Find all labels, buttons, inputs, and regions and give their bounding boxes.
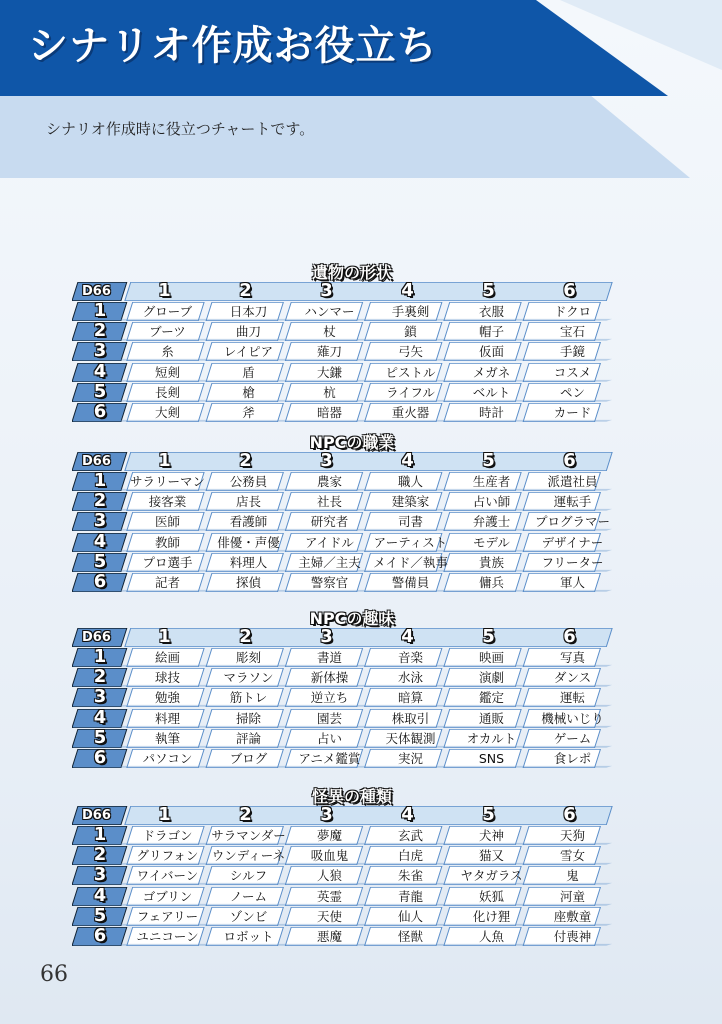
- table-cell: 社長: [316, 494, 342, 510]
- row-number: 1: [93, 824, 107, 845]
- table-cell: 絵画: [154, 650, 180, 665]
- table-row: [72, 492, 632, 511]
- table-cell: 警備員: [391, 575, 430, 590]
- row-number: 1: [93, 300, 107, 321]
- table-row: [72, 648, 632, 667]
- table-row: [72, 866, 632, 885]
- table-cell: 料理: [154, 710, 180, 726]
- table-cell: 衣服: [478, 304, 504, 319]
- table-row: [72, 550, 632, 572]
- table-cell: 人狼: [316, 868, 342, 884]
- table-cell: 人魚: [478, 929, 504, 944]
- row-number: 3: [93, 340, 107, 362]
- column-number: 1: [158, 450, 171, 471]
- table-cell: 英霊: [316, 888, 342, 904]
- table-cell: 警察官: [310, 575, 349, 590]
- table-cell: 株取引: [391, 710, 430, 726]
- table-cell: 長剣: [154, 384, 180, 400]
- table-cell: グローブ: [142, 304, 193, 319]
- table-cell: マラソン: [223, 670, 274, 686]
- table-cell: 貴族: [478, 554, 504, 570]
- table-cell: 鎖: [404, 324, 417, 340]
- column-number: 2: [239, 280, 252, 301]
- table-cell: カード: [553, 405, 592, 420]
- table-cell: 鑑定: [478, 690, 504, 706]
- table-cell: ゲーム: [553, 730, 592, 746]
- table-cell: 仙人: [397, 908, 423, 924]
- row-number: 3: [93, 510, 107, 532]
- table-row: [72, 472, 632, 491]
- table-cell: 天体観測: [385, 730, 436, 746]
- column-number: 3: [320, 450, 333, 471]
- table-cell: 糸: [161, 344, 174, 360]
- table-cell: ドラゴン: [142, 828, 193, 843]
- table-cell: 農家: [316, 474, 342, 489]
- table-cell: 主婦／主夫: [298, 554, 361, 570]
- table-title: 怪異の種類: [311, 787, 392, 806]
- table-cell: 日本刀: [229, 304, 268, 319]
- table-cell: 運転: [559, 690, 585, 706]
- table-cell: ノーム: [229, 888, 268, 904]
- table-cell: 逆立ち: [310, 690, 349, 706]
- column-number: 5: [482, 450, 495, 471]
- table-row: [72, 512, 632, 531]
- table-row: [72, 302, 632, 321]
- table-cell: ダンス: [553, 670, 592, 686]
- table-cell: 曲刀: [235, 324, 261, 340]
- table-cell: 手鏡: [559, 344, 585, 360]
- row-number: 6: [93, 925, 107, 946]
- row-number: 5: [93, 380, 107, 402]
- table-cell: 天使: [316, 908, 342, 924]
- page-title: シナリオ作成お役立ち: [28, 23, 438, 69]
- table-cell: アニメ鑑賞: [298, 751, 361, 766]
- row-number: 3: [93, 864, 107, 886]
- table-cell: 帽子: [478, 324, 504, 340]
- table-cell: 妖狐: [478, 888, 504, 904]
- table-cell: 研究者: [310, 514, 349, 530]
- table-cell: 白虎: [397, 848, 423, 864]
- table-row: [72, 403, 632, 422]
- column-number: 6: [563, 804, 576, 825]
- row-number: 2: [93, 844, 107, 866]
- table-cell: 写真: [559, 650, 585, 665]
- table-cell: 建築家: [391, 494, 430, 510]
- table-cell: 朱雀: [397, 868, 423, 884]
- table-cell: SNS: [478, 751, 505, 766]
- table-title: NPCの職業: [309, 433, 395, 452]
- table-cell: 実況: [397, 751, 423, 766]
- row-number: 6: [93, 401, 107, 422]
- table-cell: ウンディーネ: [211, 848, 286, 864]
- column-number: 1: [158, 280, 171, 301]
- table-cell: 機械いじり: [541, 710, 604, 726]
- table-row: [72, 826, 632, 845]
- table-cell: 彫刻: [235, 650, 261, 665]
- table-cell: 通販: [478, 710, 504, 726]
- dice-corner-label: D66: [82, 808, 111, 823]
- table-cell: 料理人: [229, 554, 268, 570]
- table-cell: 青龍: [397, 888, 423, 904]
- table-cell: 吸血鬼: [310, 848, 349, 864]
- table-cell: 座敷童: [553, 908, 592, 924]
- table-cell: ゾンビ: [229, 908, 268, 924]
- table-cell: アーティスト: [373, 534, 448, 550]
- table-cell: 斧: [242, 405, 255, 420]
- column-number: 1: [158, 804, 171, 825]
- table-cell: 店長: [235, 494, 261, 510]
- table-cell: デザイナー: [541, 534, 604, 550]
- table-cell: 怪獣: [397, 929, 423, 944]
- table-cell: メイド／執事: [373, 554, 448, 570]
- table-cell: フェアリー: [136, 908, 199, 924]
- table-cell: ピストル: [385, 364, 436, 380]
- table-cell: 雪女: [559, 848, 585, 864]
- table-cell: ハンマー: [304, 304, 355, 319]
- table-cell: プロ選手: [142, 554, 193, 570]
- table-row: [72, 688, 632, 707]
- column-number: 6: [563, 626, 576, 647]
- table-cell: 暗器: [316, 405, 342, 420]
- table-cell: 演劇: [478, 670, 504, 686]
- table-cell: 傭兵: [478, 575, 504, 590]
- page-subtitle: シナリオ作成時に役立つチャートです。: [46, 120, 315, 138]
- table-header-row: [72, 806, 632, 825]
- table-cell: 天狗: [559, 828, 585, 843]
- table-cell: サラリーマン: [129, 474, 205, 489]
- column-number: 5: [482, 804, 495, 825]
- table-cell: フリーター: [541, 554, 604, 570]
- table-cell: ドクロ: [553, 304, 592, 319]
- table-cell: 掃除: [235, 710, 261, 726]
- table-row: [72, 530, 632, 552]
- table-cell: ベルト: [472, 384, 511, 400]
- row-number: 3: [93, 686, 107, 708]
- row-number: 6: [93, 571, 107, 592]
- table-cell: ブログ: [229, 751, 268, 766]
- table-cell: 公務員: [229, 474, 268, 489]
- table-cell: 槍: [242, 384, 255, 400]
- table-row: [72, 846, 632, 865]
- table-cell: 映画: [478, 650, 504, 665]
- table-cell: 派遣社員: [547, 474, 598, 489]
- table-cell: 球技: [154, 670, 180, 686]
- column-number: 3: [320, 626, 333, 647]
- table-cell: 重火器: [391, 405, 430, 420]
- column-number: 4: [401, 450, 414, 471]
- table-cell: シルフ: [229, 868, 268, 884]
- column-number: 4: [401, 804, 414, 825]
- column-number: 3: [320, 804, 333, 825]
- table-cell: 河童: [559, 888, 585, 904]
- table-cell: 評論: [235, 730, 261, 746]
- column-number: 4: [401, 626, 414, 647]
- table-cell: 占い師: [472, 494, 511, 510]
- column-number: 3: [320, 280, 333, 301]
- column-number: 1: [158, 626, 171, 647]
- row-number: 1: [93, 646, 107, 667]
- column-number: 2: [239, 626, 252, 647]
- table-row: [72, 342, 632, 361]
- table-cell: 職人: [397, 474, 423, 489]
- table-cell: 猫又: [478, 848, 504, 864]
- table-cell: コスメ: [553, 364, 592, 380]
- row-number: 1: [93, 470, 107, 491]
- table-row: [72, 360, 632, 382]
- table-cell: ヤタガラス: [460, 868, 523, 884]
- d66-table: [72, 260, 632, 427]
- row-number: 6: [93, 747, 107, 768]
- column-number: 6: [563, 280, 576, 301]
- row-number: 4: [93, 360, 107, 382]
- table-cell: ペン: [559, 384, 585, 400]
- table-cell: 玄武: [397, 828, 423, 843]
- table-cell: 盾: [242, 364, 255, 380]
- table-cell: 鬼: [566, 868, 579, 884]
- table-cell: 生産者: [472, 474, 511, 489]
- table-row: [72, 884, 632, 906]
- table-cell: ワイバーン: [136, 868, 199, 884]
- table-cell: アイドル: [305, 534, 354, 550]
- table-cell: 大鎌: [316, 364, 342, 380]
- table-cell: メガネ: [472, 364, 511, 380]
- row-number: 2: [93, 490, 107, 512]
- table-cell: 執筆: [154, 730, 180, 746]
- table-cell: 短剣: [154, 364, 180, 380]
- table-cell: 暗算: [397, 690, 423, 706]
- table-cell: 俳優・声優: [217, 534, 280, 550]
- page-number: 66: [40, 962, 68, 987]
- table-cell: 手裏剣: [391, 304, 430, 319]
- table-cell: 司書: [397, 514, 423, 530]
- table-cell: モデル: [473, 534, 510, 550]
- row-number: 2: [93, 666, 107, 688]
- column-number: 2: [239, 804, 252, 825]
- column-number: 5: [482, 280, 495, 301]
- d66-table: [72, 430, 632, 597]
- row-number: 4: [93, 530, 107, 552]
- table-cell: 化け狸: [472, 908, 511, 924]
- row-number: 4: [93, 884, 107, 906]
- column-number: 4: [401, 280, 414, 301]
- table-cell: 夢魔: [316, 828, 342, 843]
- table-cell: 運転手: [553, 494, 592, 510]
- table-title: 遺物の形状: [311, 263, 392, 282]
- table-header-row: [72, 628, 632, 647]
- table-row: [72, 573, 632, 592]
- table-cell: ロボット: [223, 929, 274, 944]
- table-cell: ブーツ: [149, 324, 186, 340]
- d66-table: [72, 606, 632, 773]
- row-number: 5: [93, 904, 107, 926]
- table-cell: 杖: [323, 324, 336, 340]
- table-cell: 勉強: [154, 690, 180, 706]
- table-cell: 音楽: [397, 650, 423, 665]
- table-row: [72, 726, 632, 748]
- table-cell: 宝石: [559, 324, 585, 340]
- table-row: [72, 380, 632, 402]
- table-cell: 弓矢: [397, 344, 423, 360]
- row-number: 2: [93, 320, 107, 342]
- table-cell: 占い: [316, 730, 342, 746]
- dice-corner-label: D66: [82, 284, 111, 299]
- table-cell: 付喪神: [553, 929, 592, 944]
- column-number: 5: [482, 626, 495, 647]
- table-cell: ゴブリン: [142, 888, 193, 904]
- table-cell: 接客業: [148, 494, 187, 510]
- table-cell: 新体操: [310, 670, 349, 686]
- table-cell: 大剣: [154, 405, 180, 420]
- column-number: 2: [239, 450, 252, 471]
- table-cell: 書道: [316, 650, 342, 665]
- dice-corner-label: D66: [82, 630, 111, 645]
- table-row: [72, 749, 632, 768]
- column-number: 6: [563, 450, 576, 471]
- table-cell: 水泳: [397, 670, 423, 686]
- table-cell: グリフォン: [136, 848, 199, 864]
- table-cell: 悪魔: [316, 929, 342, 944]
- table-cell: 仮面: [478, 344, 504, 360]
- table-cell: 看護師: [229, 514, 268, 530]
- table-cell: ユニコーン: [136, 929, 199, 944]
- table-cell: 食レポ: [553, 751, 592, 766]
- table-cell: 医師: [154, 514, 180, 530]
- table-cell: オカルト: [466, 730, 517, 746]
- table-row: [72, 668, 632, 687]
- d66-table: [72, 784, 632, 951]
- table-header-row: [72, 282, 632, 301]
- table-row: [72, 706, 632, 728]
- table-cell: 時計: [478, 405, 504, 420]
- table-cell: 園芸: [316, 710, 342, 726]
- table-cell: 犬神: [478, 828, 504, 843]
- table-cell: 記者: [154, 575, 180, 590]
- dice-corner-label: D66: [82, 454, 111, 469]
- table-cell: プログラマー: [534, 514, 610, 530]
- row-number: 5: [93, 550, 107, 572]
- table-row: [72, 927, 632, 946]
- table-cell: サラマンダー: [211, 828, 286, 843]
- table-cell: 軍人: [559, 575, 585, 590]
- table-cell: パソコン: [142, 751, 193, 766]
- table-title: NPCの趣味: [309, 609, 395, 628]
- table-cell: ライフル: [386, 384, 435, 400]
- table-row: [72, 322, 632, 341]
- table-cell: 筋トレ: [229, 690, 268, 706]
- table-cell: レイピア: [223, 344, 274, 360]
- table-header-row: [72, 452, 632, 471]
- table-row: [72, 904, 632, 926]
- table-cell: 杭: [323, 384, 336, 400]
- table-cell: 教師: [154, 534, 180, 550]
- row-number: 4: [93, 706, 107, 728]
- table-cell: 探偵: [235, 575, 261, 590]
- row-number: 5: [93, 726, 107, 748]
- table-cell: 弁護士: [472, 514, 511, 530]
- table-cell: 薙刀: [316, 344, 342, 360]
